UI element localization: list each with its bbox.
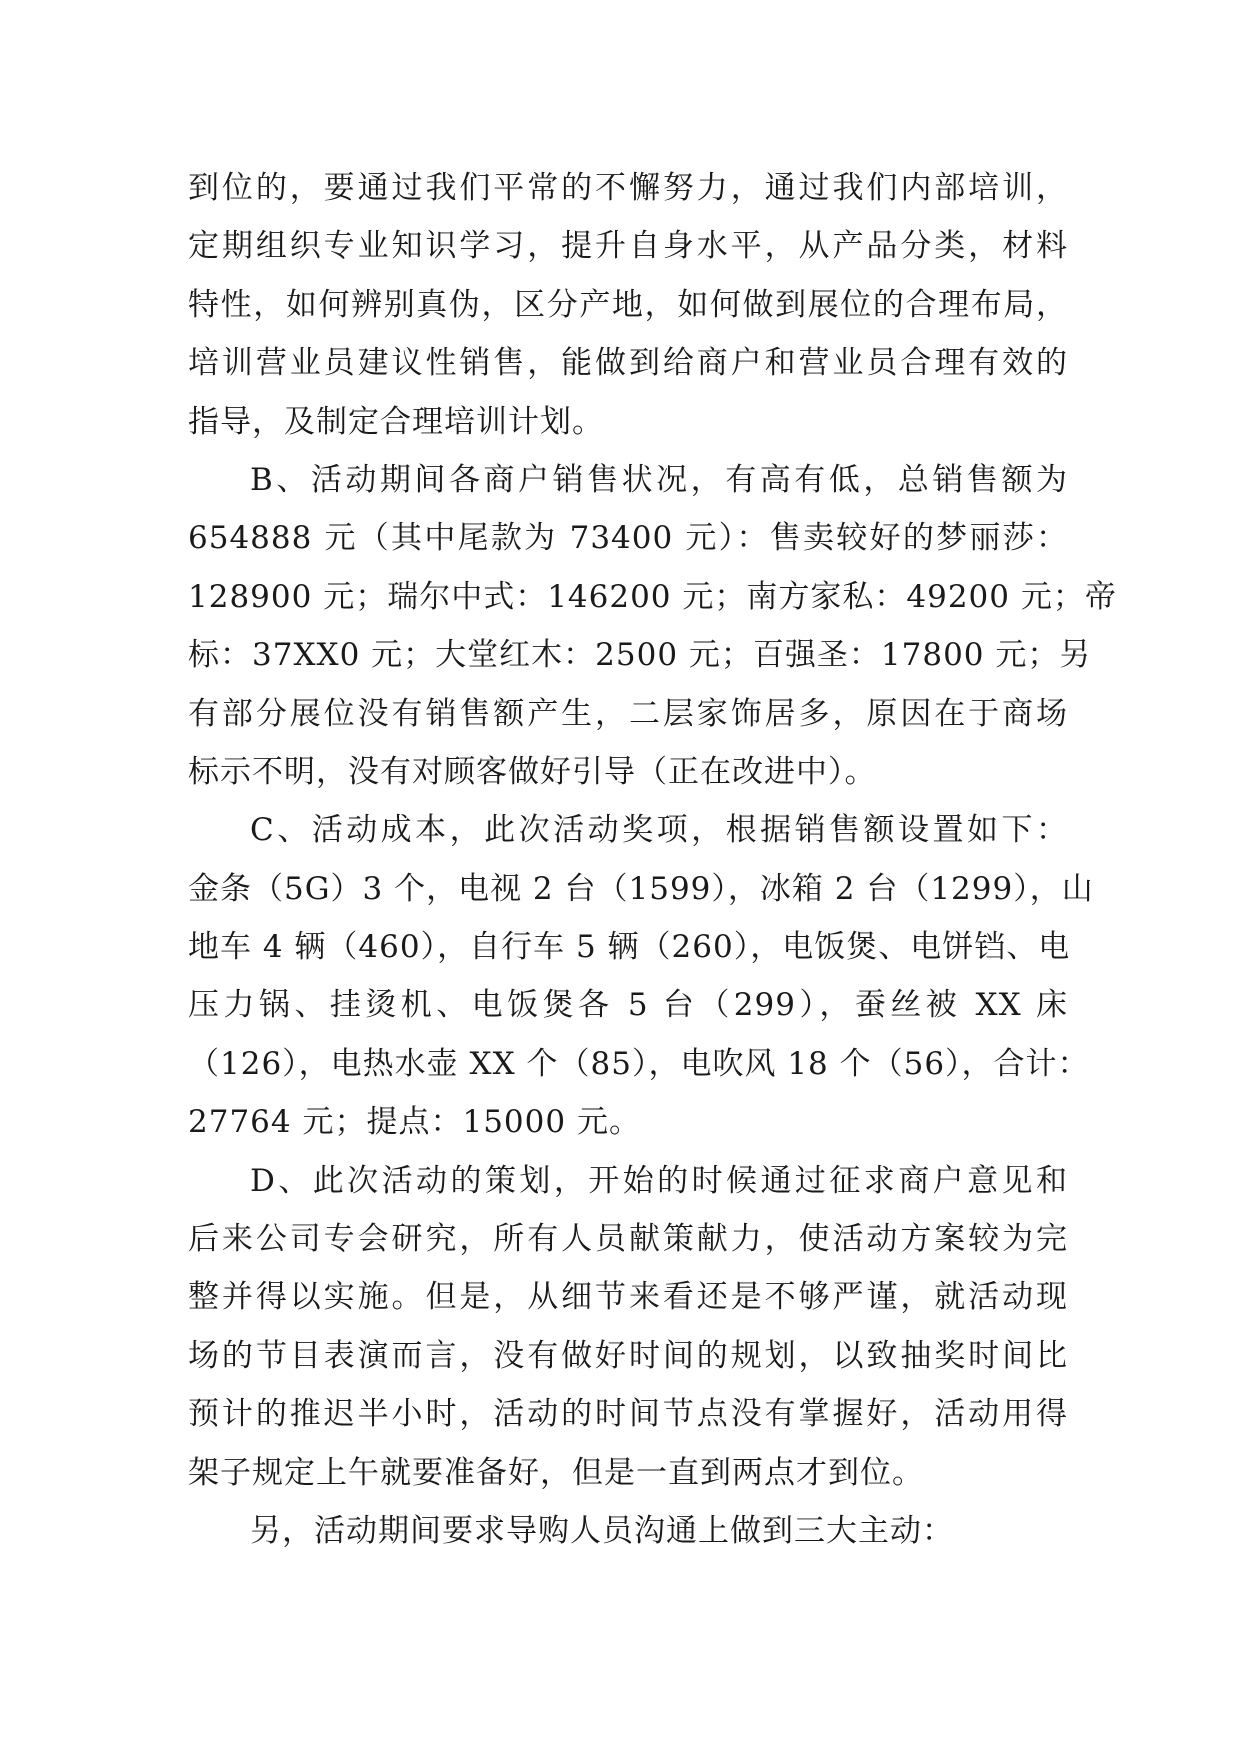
text-line: 128900 元；瑞尔中式：146200 元；南方家私：49200 元；帝 bbox=[188, 578, 1117, 615]
text-line: 地车 4 辆（460），自行车 5 辆（260），电饭煲、电饼铛、电 bbox=[188, 929, 1071, 966]
text-line: 场的节目表演而言，没有做好时间的规划，以致抽奖时间比 bbox=[188, 1337, 1068, 1374]
text-line: 指导，及制定合理培训计划。 bbox=[188, 403, 604, 440]
text-line: （126），电热水壶 XX 个（85），电吹风 18 个（56），合计： bbox=[188, 1045, 1090, 1082]
text-line: 到位的，要通过我们平常的不懈努力，通过我们内部培训， bbox=[188, 170, 1068, 206]
text-line: 定期组织专业知识学习，提升自身水平，从产品分类，材料 bbox=[188, 228, 1068, 265]
text-line: 培训营业员建议性销售，能做到给商户和营业员合理有效的 bbox=[188, 345, 1068, 382]
text-line: 架子规定上午就要准备好，但是一直到两点才到位。 bbox=[188, 1454, 924, 1491]
text-line: 压力锅、挂烫机、电饭煲各 5 台（299），蚕丝被 XX 床 bbox=[188, 987, 1068, 1024]
paragraph-final-start: 另，活动期间要求导购人员沟通上做到三大主动： bbox=[250, 1512, 954, 1549]
paragraph-d-start: D、此次活动的策划，开始的时候通过征求商户意见和 bbox=[250, 1162, 1068, 1199]
document-body bbox=[188, 159, 1117, 1560]
text-line: 有部分展位没有销售额产生，二层家饰居多，原因在于商场 bbox=[188, 695, 1068, 732]
text-line: 654888 元（其中尾款为 73400 元）：售卖较好的梦丽莎： bbox=[188, 520, 1068, 557]
text-line: 预计的推迟半小时，活动的时间节点没有掌握好，活动用得 bbox=[188, 1396, 1068, 1433]
text-line: 27764 元；提点：15000 元。 bbox=[188, 1104, 641, 1141]
text-line: 标示不明，没有对顾客做好引导（正在改进中）。 bbox=[188, 753, 877, 790]
text-line: 标：37XX0 元；大堂红木：2500 元；百强圣：17800 元；另 bbox=[188, 637, 1092, 674]
text-line: 特性，如何辨别真伪，区分产地，如何做到展位的合理布局， bbox=[188, 286, 1068, 323]
text-line: 整并得以实施。但是，从细节来看还是不够严谨，就活动现 bbox=[188, 1279, 1068, 1316]
paragraph-c-start: C、活动成本，此次活动奖项，根据销售额设置如下： bbox=[250, 812, 1068, 849]
text-line: 金条（5G）3 个，电视 2 台（1599），冰箱 2 台（1299），山 bbox=[188, 870, 1094, 907]
paragraph-b-start: B、活动期间各商户销售状况，有高有低，总销售额为 bbox=[250, 461, 1068, 498]
text-line: 后来公司专会研究，所有人员献策献力，使活动方案较为完 bbox=[188, 1221, 1068, 1258]
